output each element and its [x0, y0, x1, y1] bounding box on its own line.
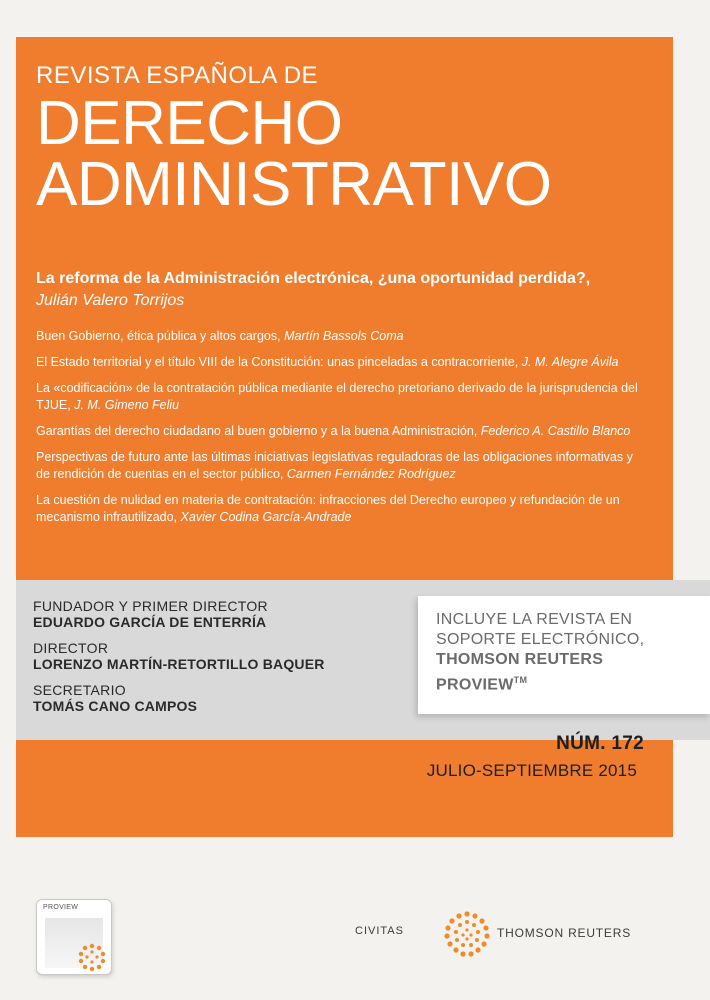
promo-text [436, 610, 644, 695]
founder-name: EDUARDO GARCÍA DE ENTERRÍA [33, 614, 267, 630]
trademark-mark: TM [513, 675, 528, 685]
proview-app-icon [36, 899, 112, 975]
article-title: Garantías del derecho ciudadano al buen gobierno y a la buena Administración, [36, 424, 478, 438]
article-title: El Estado territorial y el título VIII de la Constitución: unas pinceladas a contracorriente, [36, 355, 519, 369]
article-item [36, 423, 646, 440]
promo-brand1: THOMSON REUTERS [436, 651, 604, 668]
secretary-role: SECRETARIO [33, 682, 126, 698]
journal-title-line1: DERECHO [36, 89, 343, 158]
article-title: Perspectivas de futuro ante las últimas iniciativas legislativas reguladoras de las obligaciones informativas y de rendición de cuentas en el sector público, [36, 450, 633, 481]
article-list [36, 328, 646, 535]
proview-label: PROVIEW [43, 904, 79, 911]
article-item [36, 354, 646, 371]
article-author: Federico A. Castillo Blanco [480, 424, 631, 438]
promo-brand2 [436, 670, 644, 695]
article-author: J. M. Alegre Ávila [521, 355, 619, 369]
article-author: Carmen Fernández Rodríguez [286, 467, 456, 481]
promo-line1: INCLUYE LA REVISTA EN [436, 611, 633, 628]
article-title: Buen Gobierno, ética pública y altos cargos, [36, 329, 281, 343]
director-name: LORENZO MARTÍN-RETORTILLO BAQUER [33, 656, 325, 672]
publisher-name: THOMSON REUTERS [497, 926, 632, 940]
article-author: Martín Bassols Coma [284, 329, 404, 343]
issue-number: NÚM. 172 [556, 733, 644, 754]
article-item [36, 328, 646, 345]
issue-date: JULIO-SEPTIEMBRE 2015 [426, 761, 637, 780]
proview-promo-box [418, 596, 710, 714]
director-role: DIRECTOR [33, 640, 109, 656]
article-title: La cuestión de nulidad en materia de contratación: infracciones del Derecho europeo y refundación de un mecanismo infrautilizado, [36, 493, 620, 524]
journal-series-line: REVISTA ESPAÑOLA DE [36, 62, 319, 89]
secretary-name: TOMÁS CANO CAMPOS [33, 698, 198, 714]
civitas-imprint: CIVITAS [355, 925, 404, 937]
article-item [36, 449, 646, 483]
proview-logo-icon [77, 942, 107, 972]
article-item [36, 492, 646, 526]
article-author: Xavier Codina García-Andrade [180, 510, 352, 524]
lead-article-author: Julián Valero Torrijos [36, 292, 185, 309]
journal-title-line2: ADMINISTRATIVO [36, 150, 552, 219]
promo-brand2-text: PROVIEW [436, 676, 514, 694]
lead-article-title: La reforma de la Administración electrónica, ¿una oportunidad perdida?, [36, 270, 591, 287]
article-title: La «codificación» de la contratación pública mediante el derecho pretoriano derivado de la jurisprudencia del TJUE, [36, 381, 638, 412]
founder-role: FUNDADOR Y PRIMER DIRECTOR [33, 598, 268, 614]
article-author: J. M. Gimeno Feliu [74, 398, 180, 412]
article-item [36, 380, 646, 414]
journal-title [36, 89, 552, 219]
editorial-credits [33, 596, 325, 724]
promo-line2: SOPORTE ELECTRÓNICO, [436, 631, 645, 648]
lead-article [36, 268, 636, 312]
thomson-reuters-logo-icon [443, 910, 491, 958]
